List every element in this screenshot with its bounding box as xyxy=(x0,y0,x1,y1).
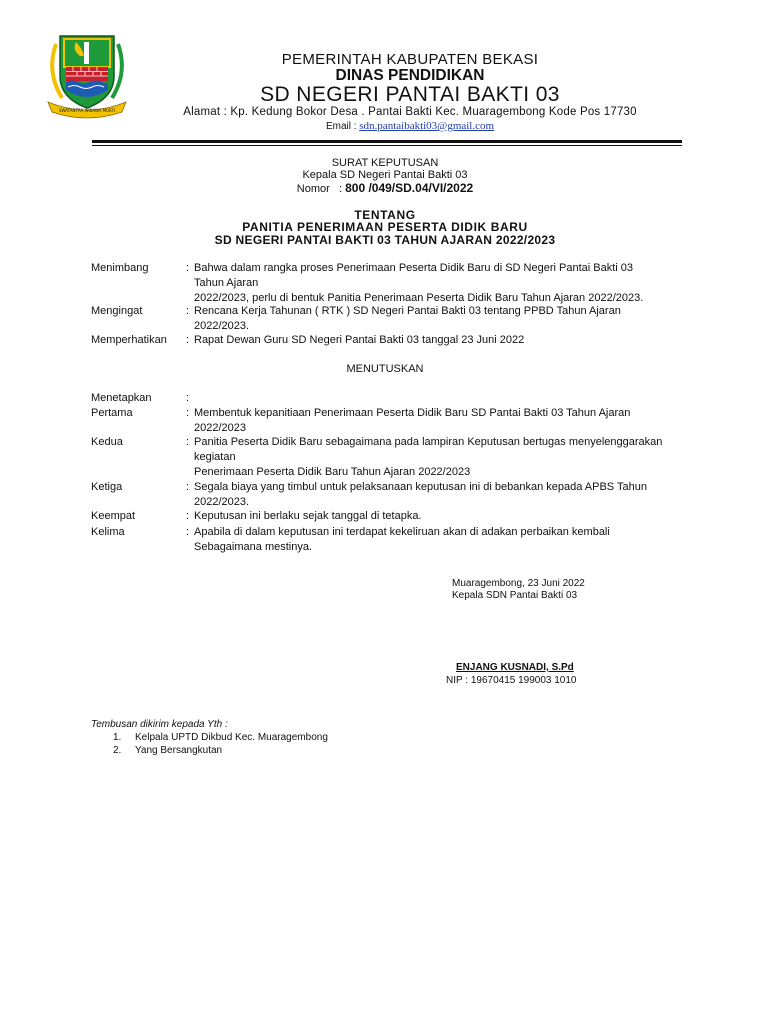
row-text xyxy=(194,525,686,555)
subject-line-2: SD NEGERI PANTAI BAKTI 03 TAHUN AJARAN 2022/2023 xyxy=(214,233,556,247)
row-label: Mengingat xyxy=(91,305,143,317)
row-colon: : xyxy=(186,392,190,404)
tembusan-item-number: 1. xyxy=(113,732,122,743)
email-link[interactable]: sdn.pantaibakti03@gmail.com xyxy=(359,120,495,132)
row-colon: : xyxy=(186,481,190,493)
row-text-line: 2022/2023. xyxy=(194,496,250,508)
document-type: SURAT KEPUTUSAN xyxy=(331,157,439,169)
row-text-line: Bahwa dalam rangka proses Penerimaan Peserta Didik Baru di SD Negeri Pantai Bakti 03 xyxy=(194,262,634,274)
row-text xyxy=(194,435,686,480)
row-label: Ketiga xyxy=(91,481,123,493)
row-text xyxy=(194,333,686,348)
row-text-line: 2022/2023. xyxy=(194,320,250,332)
tembusan-title: Tembusan dikirim kepada Yth : xyxy=(91,719,228,730)
tentang-heading: TENTANG xyxy=(354,208,416,222)
row-text-line: Apabila di dalam keputusan ini terdapat kekeliruan akan di adakan perbaikan kembali xyxy=(194,526,610,538)
number-separator: : xyxy=(338,183,343,195)
row-colon: : xyxy=(186,334,190,346)
row-text-line: Penerimaan Peserta Didik Baru Tahun Ajaran 2022/2023 xyxy=(194,466,471,478)
row-text-line: Membentuk kepanitiaan Penerimaan Peserta Didik Baru SD Pantai Bakti 03 Tahun Ajaran xyxy=(194,407,631,419)
row-label: Kelima xyxy=(91,526,125,538)
signature-role: Kepala SDN Pantai Bakti 03 xyxy=(452,590,578,601)
row-text xyxy=(194,480,686,510)
row-label: Pertama xyxy=(91,407,133,419)
row-text-line: kegiatan xyxy=(194,451,236,463)
letterhead-divider-thick xyxy=(92,140,682,143)
email-line xyxy=(150,120,670,132)
row-text xyxy=(194,304,686,334)
email-label: Email : xyxy=(325,121,357,132)
row-text-line: 2022/2023, perlu di bentuk Panitia Penerimaan Peserta Didik Baru Tahun Ajaran 2022/2023. xyxy=(194,292,644,304)
school-name: SD NEGERI PANTAI BAKTI 03 xyxy=(260,83,560,106)
letterhead-divider-thin xyxy=(92,145,682,146)
row-text xyxy=(194,261,686,306)
number-label: Nomor xyxy=(296,183,330,195)
row-text-line: Sebagaimana mestinya. xyxy=(194,541,313,553)
row-text xyxy=(194,406,686,436)
tembusan-item-text: Yang Bersangkutan xyxy=(135,745,223,756)
row-text-line: Keputusan ini berlaku sejak tanggal di tetapka. xyxy=(194,510,422,522)
subject-line-1: PANITIA PENERIMAAN PESERTA DIDIK BARU xyxy=(242,220,528,234)
tembusan-item xyxy=(113,745,222,756)
svg-text:SWATANTRA WIBAWA MUKTI: SWATANTRA WIBAWA MUKTI xyxy=(58,108,116,113)
agency-name: DINAS PENDIDIKAN xyxy=(335,67,485,84)
tembusan-item-number: 2. xyxy=(113,745,122,756)
row-colon: : xyxy=(186,262,190,274)
row-colon: : xyxy=(186,510,190,522)
number-value: 800 /049/SD.04/VI/2022 xyxy=(345,181,474,195)
row-label: Menimbang xyxy=(91,262,149,274)
row-colon: : xyxy=(186,436,190,448)
row-text-line: Tahun Ajaran xyxy=(194,277,259,289)
bekasi-emblem-icon xyxy=(40,32,134,122)
row-text-line: Panitia Peserta Didik Baru sebagaimana pada lampiran Keputusan bertugas menyelenggarakan xyxy=(194,436,663,448)
row-text-line: 2022/2023 xyxy=(194,422,246,434)
row-text xyxy=(194,509,686,524)
row-label: Kedua xyxy=(91,436,123,448)
tembusan-item xyxy=(113,732,328,743)
row-label: Keempat xyxy=(91,510,136,522)
signatory-name: ENJANG KUSNADI, S.Pd xyxy=(456,662,574,673)
regency-logo xyxy=(40,32,134,122)
signature-place-date: Muaragembong, 23 Juni 2022 xyxy=(452,578,585,589)
row-text-line: Rencana Kerja Tahunan ( RTK ) SD Negeri Pantai Bakti 03 tentang PPBD Tahun Ajaran xyxy=(194,305,621,317)
row-colon: : xyxy=(186,305,190,317)
row-text-line: Rapat Dewan Guru SD Negeri Pantai Bakti 03 tanggal 23 Juni 2022 xyxy=(194,334,525,346)
row-colon: : xyxy=(186,526,190,538)
tembusan-item-text: Kelpala UPTD Dikbud Kec. Muaragembong xyxy=(135,732,328,743)
school-address: Alamat : Kp. Kedung Bokor Desa . Pantai Bakti Kec. Muaragembong Kode Pos 17730 xyxy=(183,106,637,118)
row-label: Menetapkan xyxy=(91,392,152,404)
row-label: Memperhatikan xyxy=(91,334,167,346)
document-issuer: Kepala SD Negeri Pantai Bakti 03 xyxy=(302,169,468,181)
decision-heading: MENUTUSKAN xyxy=(346,363,424,375)
signatory-nip: NIP : 19670415 199003 1010 xyxy=(446,675,577,686)
document-number xyxy=(100,181,670,195)
government-name: PEMERINTAH KABUPATEN BEKASI xyxy=(281,51,539,68)
row-colon: : xyxy=(186,407,190,419)
row-text-line: Segala biaya yang timbul untuk pelaksanaan keputusan ini di bebankan kepada APBS Tahun xyxy=(194,481,647,493)
